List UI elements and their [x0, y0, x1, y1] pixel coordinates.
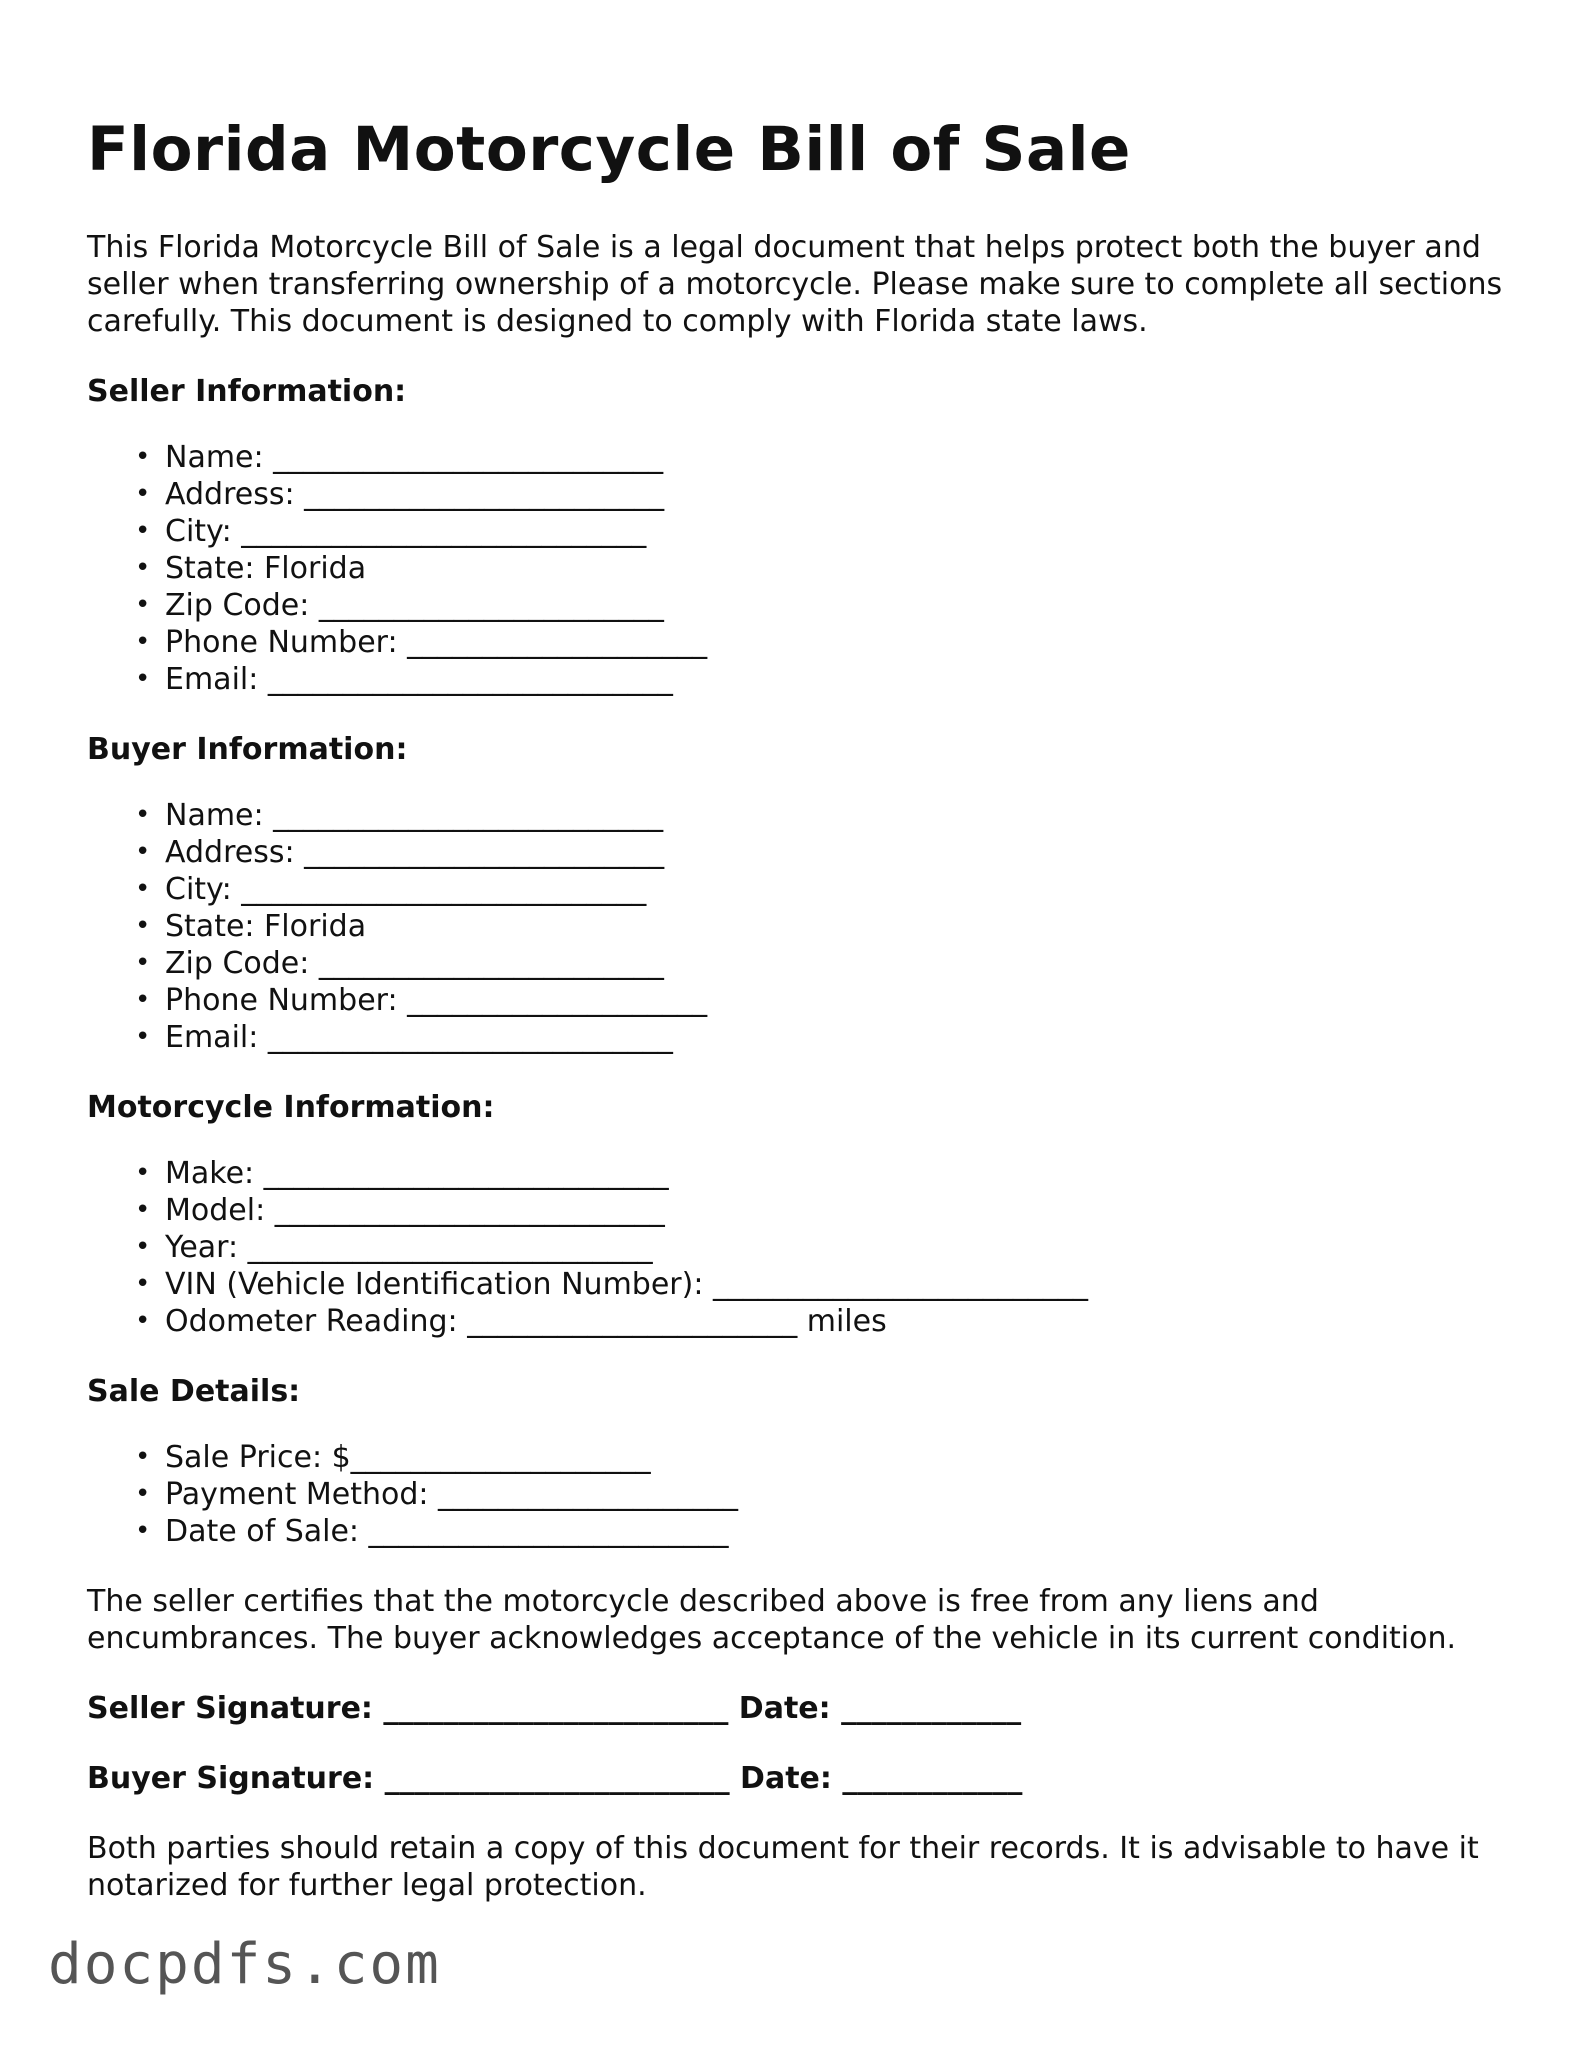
sale-details-list: [87, 1439, 1507, 1550]
list-item: [135, 1155, 1507, 1192]
list-item: [135, 1229, 1507, 1266]
seller-section-heading: Seller Information:: [87, 374, 407, 409]
bullet-icon: •: [135, 442, 151, 472]
motorcycle-odometer-field: Odometer Reading: ______________________ miles: [165, 1304, 887, 1339]
motorcycle-vin-field: VIN (Vehicle Identification Number): _________________________: [165, 1267, 1088, 1302]
list-item: [135, 661, 1507, 698]
list-item: [135, 1266, 1507, 1303]
seller-phone-field: Phone Number: ____________________: [165, 625, 708, 660]
bullet-icon: •: [135, 479, 151, 509]
buyer-address-field: Address: ________________________: [165, 835, 665, 870]
bullet-icon: •: [135, 553, 151, 583]
motorcycle-info-list: [87, 1155, 1507, 1340]
motorcycle-section-heading: Motorcycle Information:: [87, 1090, 495, 1125]
payment-method-field: Payment Method: ____________________: [165, 1477, 739, 1512]
bullet-icon: •: [135, 1442, 151, 1472]
bullet-icon: •: [135, 1479, 151, 1509]
seller-state-field: State: Florida: [165, 551, 367, 586]
list-item: [135, 1513, 1507, 1550]
list-item: [135, 1303, 1507, 1340]
certification-paragraph: The seller certifies that the motorcycle described above is free from any liens and encumbrances. The buyer acknowledges acceptance of the vehicle in its current condition.: [87, 1584, 1457, 1656]
bullet-icon: •: [135, 1195, 151, 1225]
bullet-icon: •: [135, 911, 151, 941]
list-item: [135, 797, 1507, 834]
bullet-icon: •: [135, 800, 151, 830]
bullet-icon: •: [135, 1516, 151, 1546]
buyer-email-field: Email: ___________________________: [165, 1020, 673, 1055]
bullet-icon: •: [135, 837, 151, 867]
bullet-icon: •: [135, 948, 151, 978]
seller-info-list: [87, 439, 1507, 698]
bullet-icon: •: [135, 1022, 151, 1052]
list-item: [135, 908, 1507, 945]
watermark-logo: docpdfs.com: [48, 1932, 441, 1997]
sale-price-field: Sale Price: $____________________: [165, 1440, 651, 1475]
bullet-icon: •: [135, 874, 151, 904]
bullet-icon: •: [135, 1306, 151, 1336]
buyer-zip-field: Zip Code: _______________________: [165, 946, 664, 981]
list-item: [135, 1476, 1507, 1513]
closing-paragraph: Both parties should retain a copy of this document for their records. It is advisable to have it notarized for further legal protection.: [87, 1831, 1479, 1903]
motorcycle-year-field: Year: ___________________________: [165, 1230, 653, 1265]
list-item: [135, 871, 1507, 908]
bullet-icon: •: [135, 1158, 151, 1188]
date-of-sale-field: Date of Sale: ________________________: [165, 1514, 729, 1549]
list-item: [135, 550, 1507, 587]
list-item: [135, 1439, 1507, 1476]
buyer-name-field: Name: __________________________: [165, 798, 664, 833]
bullet-icon: •: [135, 985, 151, 1015]
list-item: [135, 587, 1507, 624]
bullet-icon: •: [135, 590, 151, 620]
document-page: [87, 105, 1507, 1904]
page-title: Florida Motorcycle Bill of Sale: [87, 114, 1131, 185]
list-item: [135, 1019, 1507, 1056]
sale-section-heading: Sale Details:: [87, 1374, 301, 1409]
list-item: [135, 945, 1507, 982]
list-item: [135, 476, 1507, 513]
seller-zip-field: Zip Code: _______________________: [165, 588, 664, 623]
buyer-info-list: [87, 797, 1507, 1056]
motorcycle-make-field: Make: ___________________________: [165, 1156, 669, 1191]
buyer-section-heading: Buyer Information:: [87, 732, 408, 767]
list-item: [135, 513, 1507, 550]
seller-email-field: Email: ___________________________: [165, 662, 673, 697]
intro-paragraph: This Florida Motorcycle Bill of Sale is a legal document that helps protect both the buyer and seller when transferring ownership of a motorcycle. Please make sure to complete all sections carefully. This document is designed to comply with Florida state laws.: [87, 230, 1503, 339]
buyer-phone-field: Phone Number: ____________________: [165, 983, 708, 1018]
bullet-icon: •: [135, 664, 151, 694]
seller-city-field: City: ___________________________: [165, 514, 647, 549]
buyer-signature-line: Buyer Signature: _______________________ Date: ____________: [87, 1761, 1023, 1796]
seller-name-field: Name: __________________________: [165, 440, 664, 475]
buyer-state-field: State: Florida: [165, 909, 367, 944]
list-item: [135, 982, 1507, 1019]
list-item: [135, 439, 1507, 476]
seller-address-field: Address: ________________________: [165, 477, 665, 512]
seller-signature-line: Seller Signature: _______________________ Date: ____________: [87, 1691, 1022, 1726]
motorcycle-model-field: Model: __________________________: [165, 1193, 665, 1228]
bullet-icon: •: [135, 1232, 151, 1262]
list-item: [135, 1192, 1507, 1229]
list-item: [135, 834, 1507, 871]
buyer-city-field: City: ___________________________: [165, 872, 647, 907]
bullet-icon: •: [135, 627, 151, 657]
bullet-icon: •: [135, 516, 151, 546]
bullet-icon: •: [135, 1269, 151, 1299]
list-item: [135, 624, 1507, 661]
